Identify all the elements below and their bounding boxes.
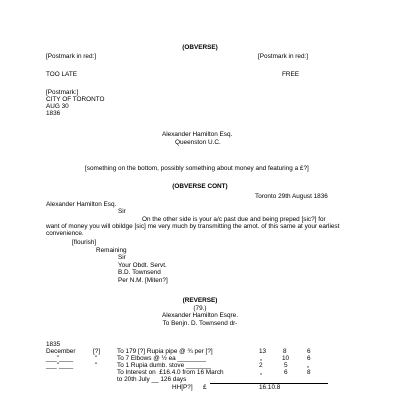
- free-stamp: FREE: [282, 71, 300, 78]
- ledger-shillings: 5: [284, 362, 288, 369]
- ledger-total-label: HH[P?]: [172, 384, 193, 391]
- ledger-col1: ___"____: [46, 355, 74, 362]
- too-late-stamp: TOO LATE: [46, 71, 78, 78]
- ledger-description: To 7 Elbows @ ½ ea ________: [117, 355, 206, 362]
- obverse-cont-heading: (OBVERSE CONT): [172, 183, 228, 190]
- closing-sir: Sir: [118, 254, 126, 261]
- account-number: (79.): [193, 305, 207, 312]
- ledger-shillings: 6: [284, 369, 288, 376]
- ledger-description: to 20th July __ 126 days: [117, 376, 187, 383]
- ledger-pounds: „: [260, 369, 263, 376]
- postmark-right-label: [Postmark in red:]: [258, 53, 309, 60]
- salutation-sir: Sir: [118, 208, 126, 215]
- ledger-col2: ": [95, 355, 98, 362]
- ledger-pence: 6: [307, 348, 311, 355]
- postmark-label: [Postmark:]: [46, 89, 79, 96]
- ledger-col2: [?]: [93, 348, 101, 355]
- account-year: 1835: [46, 341, 61, 348]
- ledger-total-value: 16.10.8: [259, 384, 281, 391]
- postmark-date: AUG 30: [46, 103, 69, 110]
- ledger-description: To 179 [?] Rupia pipe @ ¾ per [?]: [117, 348, 213, 355]
- signer-name: B.D. Townsend: [118, 269, 161, 276]
- ledger-total-currency: £: [203, 384, 207, 391]
- bottom-note: [something on the bottom, possibly something about money and featuring a £?]: [85, 165, 309, 172]
- ledger-description: To Interest on £16.4.0 from 16 March: [117, 369, 224, 376]
- postmark-left-label: [Postmark in red:]: [46, 53, 97, 60]
- ledger-shillings: 10: [282, 355, 290, 362]
- ledger-pence: 8: [307, 369, 311, 376]
- letter-body-first-line: On the other side is your a/c past due and being preped [sic?] for: [142, 216, 326, 223]
- reverse-heading: (REVERSE): [182, 297, 218, 304]
- addressee-place: Queenston U.C.: [175, 139, 221, 146]
- ledger-pounds: 13: [259, 348, 267, 355]
- closing-remaining: Remaining: [96, 247, 127, 254]
- letter-body: want of money you will obildge [sic] me very much by transmitting the amot. of this same at your earliest convenience.: [46, 223, 340, 238]
- account-creditor: To Benjn. D. Townsend dr-: [162, 320, 238, 327]
- account-debtor: Alexander Hamilton Esqre.: [161, 312, 238, 319]
- ledger-col1: December: [46, 348, 76, 355]
- ledger-description: To 1 Rupia dumb. stove _______: [117, 362, 211, 369]
- ledger-col2: ": [95, 362, 98, 369]
- ledger-pence: 6: [307, 355, 311, 362]
- salutation-name: Alexander Hamilton Esq.: [46, 201, 117, 208]
- ledger-pounds: 2: [259, 362, 263, 369]
- closing-your-obdt: Your Obdt. Servt.: [118, 262, 167, 269]
- postmark-year: 1836: [46, 110, 61, 117]
- flourish-note: [flourish]: [72, 239, 97, 246]
- ledger-col1: ___"____: [46, 362, 74, 369]
- ledger-pence: „: [307, 362, 310, 369]
- obverse-heading: (OBVERSE): [182, 44, 218, 51]
- ledger-shillings: 8: [283, 348, 287, 355]
- letter-dateline: Toronto 29th August 1836: [255, 193, 328, 200]
- addressee-name: Alexander Hamilton Esq.: [162, 131, 233, 138]
- ledger-pounds: „: [260, 355, 263, 362]
- postmark-city: CITY OF TORONTO: [46, 96, 105, 103]
- signer-per: Per N.M. [Miten?]: [118, 277, 168, 284]
